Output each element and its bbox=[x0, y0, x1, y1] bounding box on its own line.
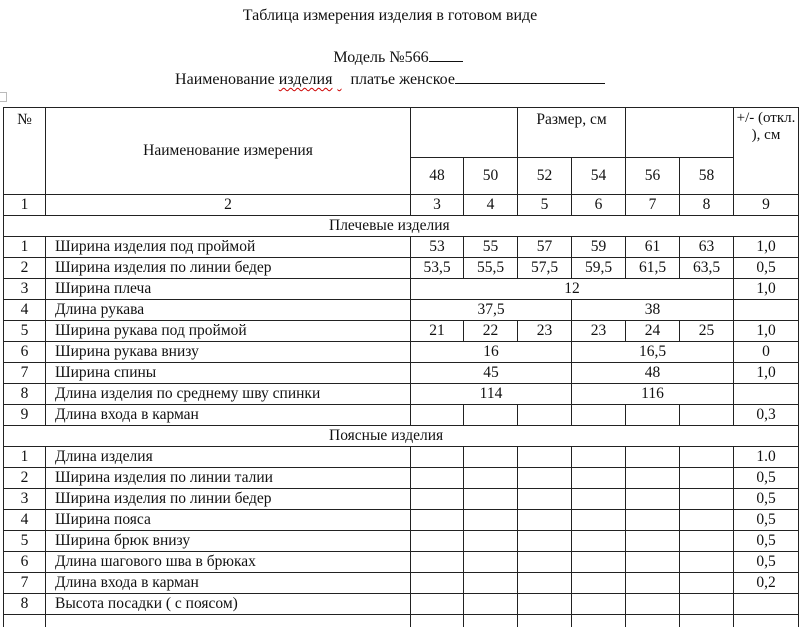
size-value bbox=[411, 468, 464, 489]
size-value bbox=[680, 552, 734, 573]
size-value: 57 bbox=[518, 237, 572, 258]
empty-cell bbox=[46, 615, 411, 628]
empty-cell bbox=[518, 615, 572, 628]
size-value: 59 bbox=[572, 237, 626, 258]
size-value: 53,5 bbox=[411, 258, 464, 279]
size-value bbox=[464, 552, 518, 573]
spacing bbox=[332, 71, 346, 89]
table-row bbox=[4, 573, 799, 594]
size-value-merged: 16 bbox=[411, 342, 572, 363]
size-value-merged: 114 bbox=[411, 384, 572, 405]
section-header-row bbox=[4, 216, 799, 237]
table-row bbox=[4, 237, 799, 258]
deviation-value: 0,5 bbox=[734, 489, 799, 510]
deviation-value: 0,2 bbox=[734, 573, 799, 594]
header-size-blank-left bbox=[411, 108, 518, 158]
size-value bbox=[626, 531, 680, 552]
size-value bbox=[572, 447, 626, 468]
size-value bbox=[411, 510, 464, 531]
row-number: 4 bbox=[4, 300, 46, 321]
table-row bbox=[4, 531, 799, 552]
size-value bbox=[518, 405, 572, 426]
table-row bbox=[4, 384, 799, 405]
size-value bbox=[518, 468, 572, 489]
section-title: Плечевые изделия bbox=[4, 216, 799, 237]
table-row bbox=[4, 342, 799, 363]
row-number: 6 bbox=[4, 552, 46, 573]
size-value bbox=[464, 573, 518, 594]
size-value bbox=[680, 573, 734, 594]
table-row bbox=[4, 405, 799, 426]
header-deviation: +/- (откл. ), см bbox=[734, 108, 799, 195]
row-number: 1 bbox=[4, 447, 46, 468]
deviation-value: 1,0 bbox=[734, 237, 799, 258]
size-value bbox=[626, 594, 680, 615]
row-number: 8 bbox=[4, 384, 46, 405]
header-size-blank-right bbox=[626, 108, 734, 158]
row-number: 4 bbox=[4, 510, 46, 531]
size-value: 55 bbox=[464, 237, 518, 258]
size-value bbox=[572, 552, 626, 573]
header-size: 48 bbox=[411, 158, 464, 195]
size-value bbox=[411, 552, 464, 573]
row-number: 7 bbox=[4, 363, 46, 384]
size-value bbox=[680, 531, 734, 552]
size-value bbox=[626, 573, 680, 594]
header-size: 58 bbox=[680, 158, 734, 195]
measurement-name: Ширина спины bbox=[46, 363, 411, 384]
size-value bbox=[680, 405, 734, 426]
size-value bbox=[572, 468, 626, 489]
document-title: Таблица измерения изделия в готовом виде bbox=[242, 7, 538, 24]
measurement-name: Ширина рукава внизу bbox=[46, 342, 411, 363]
column-number: 5 bbox=[518, 195, 572, 216]
size-value: 57,5 bbox=[518, 258, 572, 279]
row-number: 1 bbox=[4, 237, 46, 258]
column-number: 7 bbox=[626, 195, 680, 216]
size-value bbox=[518, 573, 572, 594]
header-size-group: Размер, см bbox=[518, 108, 626, 158]
table-row bbox=[4, 552, 799, 573]
header-size: 54 bbox=[572, 158, 626, 195]
deviation-value: 0,3 bbox=[734, 405, 799, 426]
deviation-value: 0 bbox=[734, 342, 799, 363]
size-value: 63,5 bbox=[680, 258, 734, 279]
table-row bbox=[4, 594, 799, 615]
size-value: 55,5 bbox=[464, 258, 518, 279]
deviation-value bbox=[734, 594, 799, 615]
size-value: 23 bbox=[572, 321, 626, 342]
size-value bbox=[626, 405, 680, 426]
table-row bbox=[4, 489, 799, 510]
deviation-value bbox=[734, 384, 799, 405]
size-value bbox=[626, 447, 680, 468]
table-row bbox=[4, 468, 799, 489]
size-value-merged: 37,5 bbox=[411, 300, 572, 321]
size-value bbox=[411, 531, 464, 552]
size-value bbox=[572, 573, 626, 594]
deviation-value: 0,5 bbox=[734, 258, 799, 279]
size-value bbox=[626, 510, 680, 531]
size-value: 61 bbox=[626, 237, 680, 258]
size-value-merged: 116 bbox=[572, 384, 734, 405]
measurement-name: Длина входа в карман bbox=[46, 573, 411, 594]
size-value bbox=[464, 468, 518, 489]
header-row bbox=[4, 108, 799, 158]
measurement-name: Длина рукава bbox=[46, 300, 411, 321]
size-value: 24 bbox=[626, 321, 680, 342]
deviation-value: 0,5 bbox=[734, 552, 799, 573]
deviation-value: 1,0 bbox=[734, 363, 799, 384]
empty-cell bbox=[464, 615, 518, 628]
size-value bbox=[518, 510, 572, 531]
product-name: платье женское bbox=[350, 71, 455, 88]
size-value bbox=[680, 447, 734, 468]
size-value bbox=[411, 573, 464, 594]
table-row bbox=[4, 321, 799, 342]
measurement-name: Длина изделия bbox=[46, 447, 411, 468]
empty-cell bbox=[734, 615, 799, 628]
row-number: 8 bbox=[4, 594, 46, 615]
size-value bbox=[518, 552, 572, 573]
size-value bbox=[411, 447, 464, 468]
column-number: 4 bbox=[464, 195, 518, 216]
row-number: 2 bbox=[4, 258, 46, 279]
measurement-name: Длина изделия по среднему шву спинки bbox=[46, 384, 411, 405]
size-value bbox=[572, 489, 626, 510]
table-row bbox=[4, 258, 799, 279]
header-number: № bbox=[4, 108, 46, 195]
size-value-merged: 48 bbox=[572, 363, 734, 384]
measurement-name: Длина шагового шва в брюках bbox=[46, 552, 411, 573]
size-value bbox=[572, 405, 626, 426]
size-value bbox=[680, 510, 734, 531]
table-row-partial bbox=[4, 615, 799, 628]
size-value bbox=[464, 447, 518, 468]
column-number: 6 bbox=[572, 195, 626, 216]
empty-cell bbox=[572, 615, 626, 628]
column-number: 2 bbox=[46, 195, 411, 216]
size-value: 61,5 bbox=[626, 258, 680, 279]
size-value-merged: 16,5 bbox=[572, 342, 734, 363]
size-value: 53 bbox=[411, 237, 464, 258]
measurement-name: Ширина пояса bbox=[46, 510, 411, 531]
size-value-merged: 38 bbox=[572, 300, 734, 321]
measurement-name: Ширина рукава под проймой bbox=[46, 321, 411, 342]
size-value bbox=[464, 510, 518, 531]
deviation-value: 1,0 bbox=[734, 321, 799, 342]
size-value bbox=[411, 594, 464, 615]
measurement-table bbox=[3, 107, 799, 627]
product-line bbox=[0, 69, 790, 89]
deviation-value: 0,5 bbox=[734, 468, 799, 489]
row-number: 3 bbox=[4, 279, 46, 300]
header-size: 52 bbox=[518, 158, 572, 195]
empty-cell bbox=[680, 615, 734, 628]
measurement-name: Длина входа в карман bbox=[46, 405, 411, 426]
model-label: Модель №566 bbox=[333, 49, 429, 66]
deviation-value: 1,0 bbox=[734, 279, 799, 300]
header-measurement-name: Наименование измерения bbox=[46, 108, 411, 195]
size-value bbox=[680, 594, 734, 615]
size-value: 59,5 bbox=[572, 258, 626, 279]
column-number: 3 bbox=[411, 195, 464, 216]
empty-cell bbox=[411, 615, 464, 628]
deviation-value: 1.0 bbox=[734, 447, 799, 468]
size-value bbox=[464, 405, 518, 426]
measurement-name: Высота посадки ( с поясом) bbox=[46, 594, 411, 615]
size-value bbox=[518, 489, 572, 510]
row-number: 5 bbox=[4, 321, 46, 342]
size-value bbox=[572, 531, 626, 552]
header-size: 50 bbox=[464, 158, 518, 195]
size-value bbox=[626, 468, 680, 489]
size-value bbox=[680, 468, 734, 489]
table-row bbox=[4, 300, 799, 321]
size-value bbox=[464, 594, 518, 615]
model-underline bbox=[429, 47, 463, 62]
row-number: 5 bbox=[4, 531, 46, 552]
model-line bbox=[0, 47, 798, 67]
product-label-word: изделия bbox=[278, 71, 333, 88]
deviation-value bbox=[734, 300, 799, 321]
column-number: 1 bbox=[4, 195, 46, 216]
column-number: 8 bbox=[680, 195, 734, 216]
table-row bbox=[4, 447, 799, 468]
size-value-merged: 45 bbox=[411, 363, 572, 384]
size-value-merged: 12 bbox=[411, 279, 734, 300]
table-row bbox=[4, 279, 799, 300]
size-value bbox=[464, 489, 518, 510]
size-value bbox=[572, 594, 626, 615]
size-value bbox=[518, 531, 572, 552]
row-number: 9 bbox=[4, 405, 46, 426]
deviation-value: 0,5 bbox=[734, 531, 799, 552]
header-size: 56 bbox=[626, 158, 680, 195]
size-value bbox=[411, 489, 464, 510]
row-number: 6 bbox=[4, 342, 46, 363]
row-number: 2 bbox=[4, 468, 46, 489]
product-label-prefix: Наименование bbox=[175, 71, 275, 88]
empty-cell bbox=[4, 615, 46, 628]
size-value: 25 bbox=[680, 321, 734, 342]
size-value bbox=[572, 510, 626, 531]
column-number: 9 bbox=[734, 195, 799, 216]
size-value: 23 bbox=[518, 321, 572, 342]
product-underline bbox=[455, 69, 605, 84]
row-number: 7 bbox=[4, 573, 46, 594]
size-value bbox=[464, 531, 518, 552]
size-value bbox=[518, 594, 572, 615]
measurement-name: Ширина изделия по линии бедер bbox=[46, 258, 411, 279]
size-value: 22 bbox=[464, 321, 518, 342]
size-value bbox=[518, 447, 572, 468]
measurement-name: Ширина плеча bbox=[46, 279, 411, 300]
measurement-name: Ширина изделия по линии бедер bbox=[46, 489, 411, 510]
section-title: Поясные изделия bbox=[4, 426, 799, 447]
row-number: 3 bbox=[4, 489, 46, 510]
table-row bbox=[4, 363, 799, 384]
size-value: 63 bbox=[680, 237, 734, 258]
size-value: 21 bbox=[411, 321, 464, 342]
size-value bbox=[411, 405, 464, 426]
measurement-name: Ширина изделия по линии талии bbox=[46, 468, 411, 489]
table-anchor-handle[interactable] bbox=[0, 92, 7, 102]
table-row bbox=[4, 510, 799, 531]
measurement-name: Ширина изделия под проймой bbox=[46, 237, 411, 258]
empty-cell bbox=[626, 615, 680, 628]
section-header-row bbox=[4, 426, 799, 447]
deviation-value: 0,5 bbox=[734, 510, 799, 531]
size-value bbox=[680, 489, 734, 510]
size-value bbox=[626, 489, 680, 510]
size-value bbox=[626, 552, 680, 573]
column-numbers-row bbox=[4, 195, 799, 216]
measurement-name: Ширина брюк внизу bbox=[46, 531, 411, 552]
